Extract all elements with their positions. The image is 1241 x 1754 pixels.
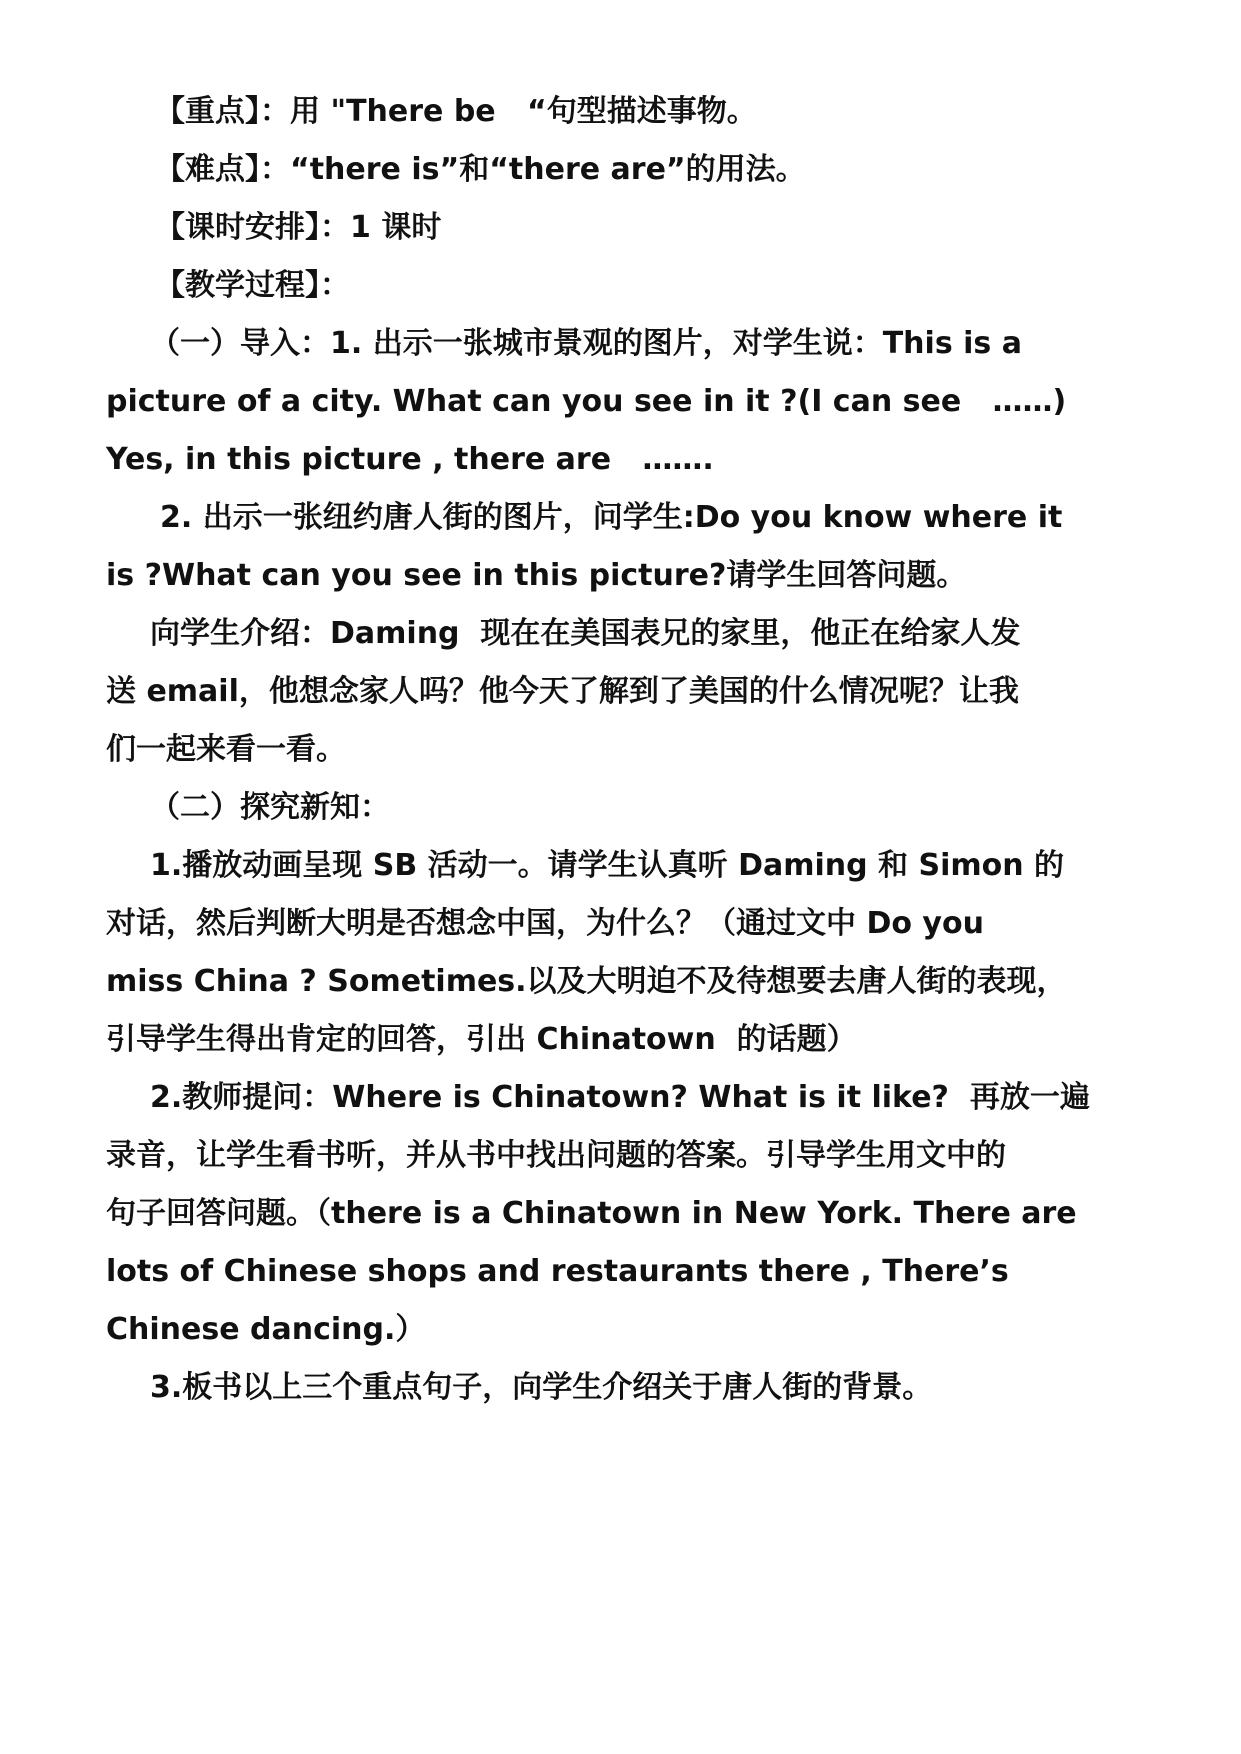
process-heading: 【教学过程】： — [155, 268, 350, 303]
intro-line-2: picture of a city. What can you see in it ?(I can see ……) — [106, 384, 1067, 419]
activity-1-line-3: miss China ? Sometimes.以及大明迫不及待想要去唐人街的表现， — [106, 964, 1067, 999]
key-point-line: 【重点】：用 "There be “句型描述事物。 — [155, 94, 757, 129]
activity-1-line-2: 对话，然后判断大明是否想念中国，为什么？（通过文中 Do you — [106, 906, 984, 941]
intro-step-2-line-2: is ?What can you see in this picture?请学生回答问题。 — [106, 558, 967, 593]
intro-step-2-line-1: 2. 出示一张纽约唐人街的图片，问学生:Do you know where it — [160, 500, 1063, 535]
activity-2-line-1: 2.教师提问：Where is Chinatown? What is it like? 再放一遍 — [150, 1080, 1090, 1115]
activity-1-line-4: 引导学生得出肯定的回答，引出 Chinatown 的话题） — [106, 1022, 857, 1057]
activity-2-line-3: 句子回答问题。（there is a Chinatown in New York. There are — [106, 1196, 1077, 1231]
schedule-line: 【课时安排】：1 课时 — [155, 210, 442, 245]
activity-1-line-1: 1.播放动画呈现 SB 活动一。请学生认真听 Daming 和 Simon 的 — [150, 848, 1065, 883]
activity-2-line-5: Chinese dancing.） — [106, 1312, 426, 1347]
activity-3-line-1: 3.板书以上三个重点句子，向学生介绍关于唐人街的背景。 — [150, 1370, 933, 1405]
difficult-point-line: 【难点】：“there is”和“there are”的用法。 — [155, 152, 806, 187]
introduction-line-3: 们一起来看一看。 — [106, 732, 346, 767]
activity-2-line-2: 录音，让学生看书听，并从书中找出问题的答案。引导学生用文中的 — [106, 1138, 1006, 1173]
intro-line-1: （一）导入：1. 出示一张城市景观的图片，对学生说：This is a — [150, 326, 1022, 361]
introduction-line-1: 向学生介绍：Daming 现在在美国表兄的家里，他正在给家人发 — [150, 616, 1021, 651]
intro-line-3: Yes, in this picture , there are ……. — [106, 442, 714, 477]
introduction-line-2: 送 email，他想念家人吗？他今天了解到了美国的什么情况呢？让我 — [106, 674, 1019, 709]
explore-heading: （二）探究新知： — [150, 790, 390, 825]
activity-2-line-4: lots of Chinese shops and restaurants there , There’s — [106, 1254, 1009, 1289]
